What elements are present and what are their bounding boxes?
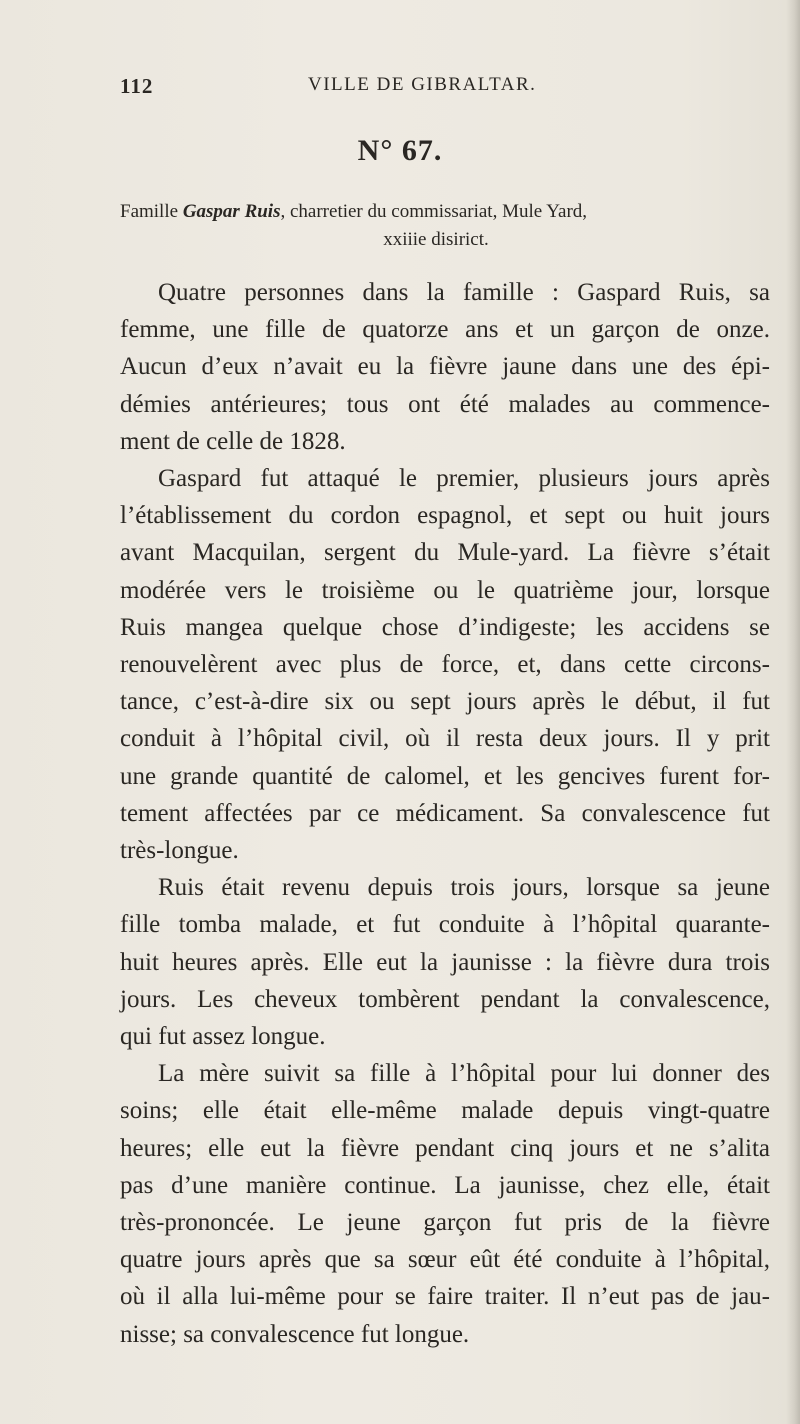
case-summary (120, 198, 770, 254)
page-edge-shadow (786, 0, 800, 1424)
body-text (120, 274, 770, 1353)
text-line: Quatre personnes dans la famille : Gaspard Ruis, sa (158, 279, 770, 306)
text-line: très-prononcée. Le jeune garçon fut pris de la fièvre (120, 1209, 770, 1237)
text-line: Gaspard fut attaqué le premier, plusieurs jours après (158, 465, 770, 493)
summary-rest: , charretier du commissariat, Mule Yard, (280, 201, 588, 222)
text-line: tance, c’est-à-dire six ou sept jours après le début, il fut (120, 688, 770, 716)
text-line: qui fut assez longue. (120, 1023, 326, 1051)
text-line: où il alla lui-même pour se faire traiter. Il n’eut pas de jau- (120, 1283, 770, 1311)
text-line: soins; elle était elle-même malade depuis vingt-quatre (120, 1097, 770, 1125)
text-line: Ruis était revenu depuis trois jours, lorsque sa jeune (158, 874, 770, 902)
case-summary-line-1 (120, 198, 770, 226)
text-line: renouvelèrent avec plus de force, et, dans cette circons- (120, 651, 770, 679)
page-number: 112 (120, 74, 154, 98)
paragraph (120, 869, 770, 1055)
case-summary-line-2: xxiiie disirict. (383, 229, 489, 250)
text-line: Ruis mangea quelque chose d’indigeste; les accidens se (120, 613, 770, 641)
paragraph (120, 1055, 770, 1353)
family-name: Gaspar Ruis (182, 201, 281, 222)
running-title: VILLE DE GIBRALTAR. (308, 74, 537, 95)
text-line: Aucun d’eux n’avait eu la fièvre jaune dans une des épi- (120, 353, 770, 381)
text-line: tement affectées par ce médicament. Sa convalescence fut (120, 799, 770, 827)
text-line: ment de celle de 1828. (120, 427, 346, 455)
paragraph (120, 274, 770, 460)
text-line: avant Macquilan, sergent du Mule-yard. La fièvre s’était (120, 539, 770, 567)
text-line: jours. Les cheveux tombèrent pendant la convalescence, (120, 985, 770, 1013)
text-line: très-longue. (120, 837, 239, 865)
text-line: femme, une fille de quatorze ans et un garçon de onze. (120, 316, 770, 344)
text-line: fille tomba malade, et fut conduite à l’hôpital quarante- (120, 911, 770, 939)
text-line: une grande quantité de calomel, et les gencives furent for- (120, 762, 770, 790)
text-line: heures; elle eut la fièvre pendant cinq jours et ne s’alita (120, 1134, 770, 1162)
text-line: pas d’une manière continue. La jaunisse, chez elle, était (120, 1171, 770, 1199)
text-line: La mère suivit sa fille à l’hôpital pour lui donner des (158, 1060, 770, 1088)
text-line: quatre jours après que sa sœur eût été conduite à l’hôpital, (120, 1246, 770, 1274)
case-number-heading: N° 67. (357, 134, 443, 167)
text-line: conduit à l’hôpital civil, où il resta deux jours. Il y prit (120, 725, 770, 753)
summary-prefix: Famille (120, 201, 183, 222)
text-line: huit heures après. Elle eut la jaunisse : la fièvre dura trois (120, 948, 770, 976)
text-line: l’établissement du cordon espagnol, et sept ou huit jours (120, 502, 770, 530)
text-line: modérée vers le troisième ou le quatrième jour, lorsque (120, 576, 770, 604)
text-line: nisse; sa convalescence fut longue. (120, 1320, 470, 1348)
running-head (120, 74, 760, 104)
paragraph (120, 460, 770, 869)
text-line: démies antérieures; tous ont été malades au commence- (120, 390, 770, 418)
